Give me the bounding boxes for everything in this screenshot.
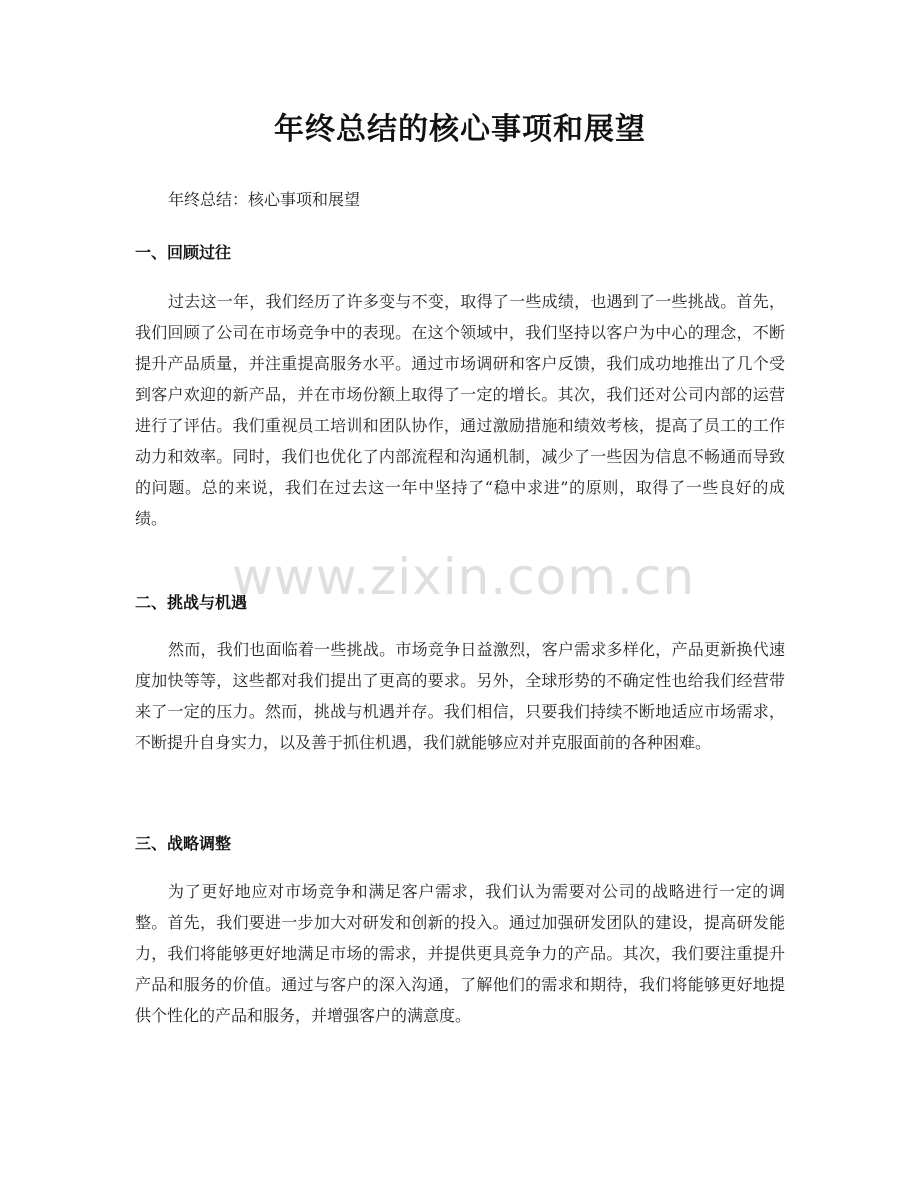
section-heading-challenges: 二、挑战与机遇 <box>135 593 248 612</box>
section-paragraph-strategy: 为了更好地应对市场竞争和满足客户需求，我们认为需要对公司的战略进行一定的调整。首先，我们要进一步加大对研发和创新的投入。通过加强研发团队的建设，提高研发能力，我们将能够更好地满足市场的需求，并提供更具竞争力的产品。其次，我们要注重提升产品和服务的价值。通过与客户的深入沟通，了解他们的需求和期待，我们将能够更好地提供个性化的产品和服务，并增强客户的满意度。 <box>135 882 785 1025</box>
section-heading-strategy: 三、战略调整 <box>135 834 232 853</box>
section-paragraph-challenges: 然而，我们也面临着一些挑战。市场竞争日益激烈，客户需求多样化，产品更新换代速度加快等等，这些都对我们提出了更高的要求。另外，全球形势的不确定性也给我们经营带来了一定的压力。然而，挑战与机遇并存。我们相信，只要我们持续不断地适应市场需求，不断提升自身实力，以及善于抓住机遇，我们就能够应对并克服面前的各种困难。 <box>135 640 785 752</box>
document-subtitle: 年终总结：核心事项和展望 <box>168 190 361 209</box>
watermark: www.zixin.com.cn <box>232 548 696 606</box>
section-paragraph-review: 过去这一年，我们经历了许多变与不变，取得了一些成绩，也遇到了一些挑战。首先，我们回顾了公司在市场竞争中的表现。在这个领域中，我们坚持以客户为中心的理念，不断提升产品质量，并注重提高服务水平。通过市场调研和客户反馈，我们成功地推出了几个受到客户欢迎的新产品，并在市场份额上取得了一定的增长。其次，我们还对公司内部的运营进行了评估。我们重视员工培训和团队协作，通过激励措施和绩效考核，提高了员工的工作动力和效率。同时，我们也优化了内部流程和沟通机制，减少了一些因为信息不畅通而导致的问题。总的来说，我们在过去这一年中坚持了“稳中求进”的原则，取得了一些良好的成绩。 <box>135 292 785 528</box>
section-heading-review: 一、回顾过往 <box>135 243 232 262</box>
document-title: 年终总结的核心事项和展望 <box>274 112 646 147</box>
